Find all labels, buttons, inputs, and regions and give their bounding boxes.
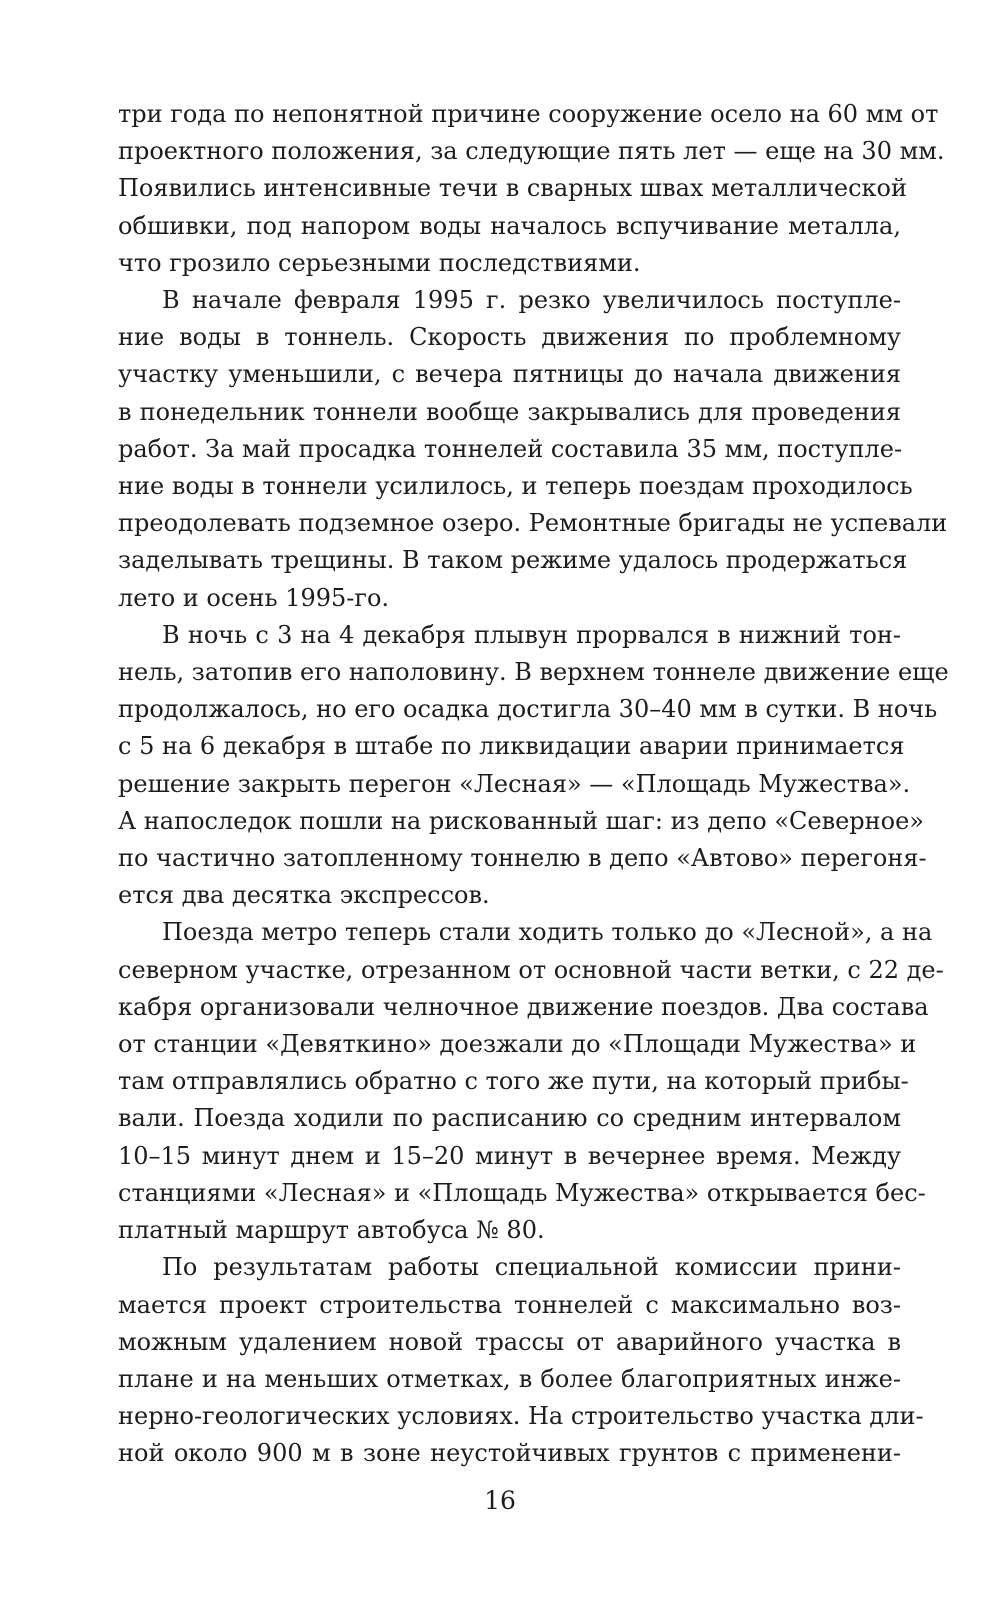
text-line: работ. За май просадка тоннелей составила 35 мм, поступле-: [118, 434, 903, 463]
text-line: три года по непонятной причине сооружение осело на 60 мм от: [118, 100, 939, 128]
text-line: ется два десятка экспрессов.: [118, 881, 490, 910]
text-line: плане и на меньших отметках, в более благоприятных инже-: [118, 1364, 901, 1393]
text-line: по частично затопленному тоннелю в депо «Автово» перегоня-: [118, 844, 927, 873]
body-text: [118, 96, 949, 1473]
text-line: решение закрыть перегон «Лесная» — «Площадь Мужества».: [118, 769, 911, 798]
text-line: от станции «Девяткино» доезжали до «Площади Мужества» и: [118, 1030, 917, 1059]
text-line: А напоследок пошли на рискованный шаг: из депо «Северное»: [118, 806, 924, 835]
text-line: лето и осень 1995-го.: [118, 583, 390, 612]
text-line: нель, затопив его наполовину. В верхнем тоннеле движение еще: [118, 658, 949, 687]
text-line: По результатам работы специальной комиссии прини-: [162, 1253, 901, 1282]
text-line: что грозило серьезными последствиями.: [118, 248, 641, 277]
text-line: мается проект строительства тоннелей с максимально воз-: [118, 1290, 901, 1319]
text-line: заделывать трещины. В таком режиме удалось продержаться: [118, 546, 908, 575]
text-line: проектного положения, за следующие пять лет — еще на 30 мм.: [118, 137, 945, 166]
text-line: можным удалением новой трассы от аварийного участка в: [118, 1327, 901, 1356]
paragraph: [118, 282, 948, 617]
text-line: В ночь с 3 на 4 декабря плывун прорвался в нижний тон-: [162, 620, 901, 649]
text-line: вали. Поезда ходили по расписанию со средним интервалом: [118, 1104, 901, 1133]
page-number: 16: [484, 1486, 516, 1515]
text-line: платный маршрут автобуса № 80.: [118, 1216, 545, 1245]
text-line: ние воды в тоннель. Скорость движения по проблемному: [118, 323, 901, 352]
paragraph: [118, 96, 945, 282]
text-line: в понедельник тоннели вообще закрывались для проведения: [118, 397, 901, 426]
text-line: В начале февраля 1995 г. резко увеличилось поступле-: [162, 286, 901, 315]
text-line: Поезда метро теперь стали ходить только до «Лесной», а на: [162, 918, 933, 947]
text-line: ние воды в тоннели усилилось, и теперь поездам проходилось: [118, 472, 913, 501]
text-line: с 5 на 6 декабря в штабе по ликвидации аварии принимается: [118, 732, 905, 761]
text-line: Появились интенсивные течи в сварных швах металлической: [118, 174, 907, 203]
paragraph: [118, 914, 944, 1249]
text-line: станциями «Лесная» и «Площадь Мужества» открывается бес-: [118, 1178, 926, 1207]
text-line: ной около 900 м в зоне неустойчивых грунтов с применени-: [118, 1439, 901, 1468]
text-line: там отправлялись обратно с того же пути, на который прибы-: [118, 1067, 909, 1096]
text-line: продолжалось, но его осадка достигла 30–40 мм в сутки. В ночь: [118, 695, 938, 724]
text-line: кабря организовали челночное движение поездов. Два состава: [118, 992, 929, 1021]
paragraph: [118, 1249, 924, 1472]
text-line: 10–15 минут днем и 15–20 минут в вечернее время. Между: [118, 1141, 901, 1170]
text-line: северном участке, отрезанном от основной части ветки, с 22 де-: [118, 955, 944, 984]
text-line: нерно-геологических условиях. На строительство участка дли-: [118, 1402, 924, 1431]
paragraph: [118, 617, 949, 915]
text-line: обшивки, под напором воды началось вспучивание металла,: [118, 211, 901, 240]
text-line: преодолевать подземное озеро. Ремонтные бригады не успевали: [118, 509, 948, 538]
text-line: участку уменьшили, с вечера пятницы до начала движения: [118, 360, 901, 389]
